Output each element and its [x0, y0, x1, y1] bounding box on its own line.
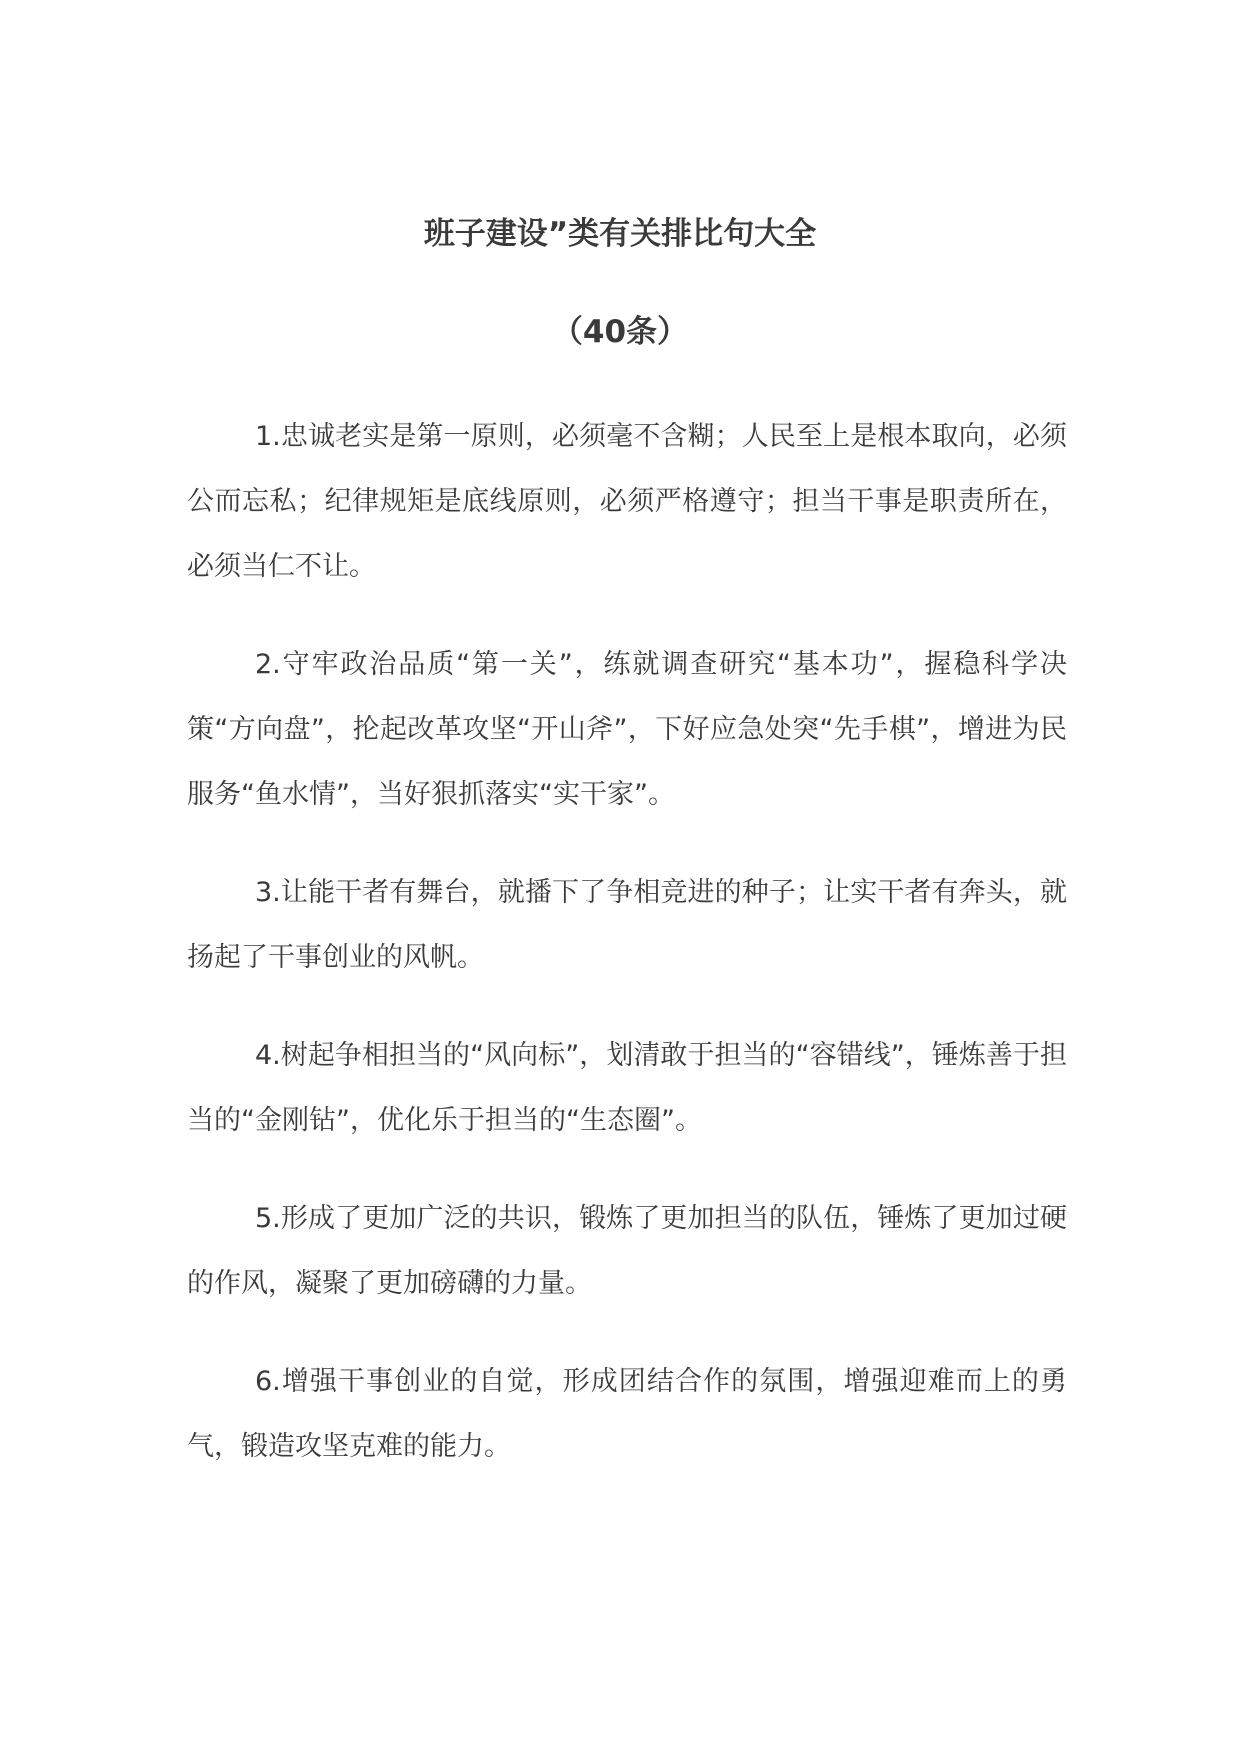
paragraph-2: 2.守牢政治品质“第一关”，练就调查研究“基本功”，握稳科学决策“方向盘”，抡起改革攻坚“开山斧”，下好应急处突“先手棋”，增进为民服务“鱼水情”，当好狠抓落实“实干家”。: [187, 649, 1067, 810]
paragraph-5: 5.形成了更加广泛的共识，锻炼了更加担当的队伍，锤炼了更加过硬的作风，凝聚了更加磅礴的力量。: [187, 1203, 1067, 1299]
paragraph-6: 6.增强干事创业的自觉，形成团结合作的氛围，增强迎难而上的勇气，锻造攻坚克难的能力。: [187, 1366, 1067, 1462]
paragraph-1: 1.忠诚老实是第一原则，必须毫不含糊；人民至上是根本取向，必须公而忘私；纪律规矩是底线原则，必须严格遵守；担当干事是职责所在，必须当仁不让。: [187, 421, 1067, 582]
paragraph-4: 4.树起争相担当的“风向标”，划清敢于担当的“容错线”，锤炼善于担当的“金刚钻”，优化乐于担当的“生态圈”。: [187, 1040, 1067, 1136]
paragraph-3: 3.让能干者有舞台，就播下了争相竞进的种子；让实干者有奔头，就扬起了干事创业的风帆。: [187, 877, 1067, 973]
document-subtitle: （40条）: [551, 314, 689, 350]
document-title: 班子建设”类有关排比句大全: [423, 216, 817, 252]
document-body: [187, 404, 1067, 1512]
